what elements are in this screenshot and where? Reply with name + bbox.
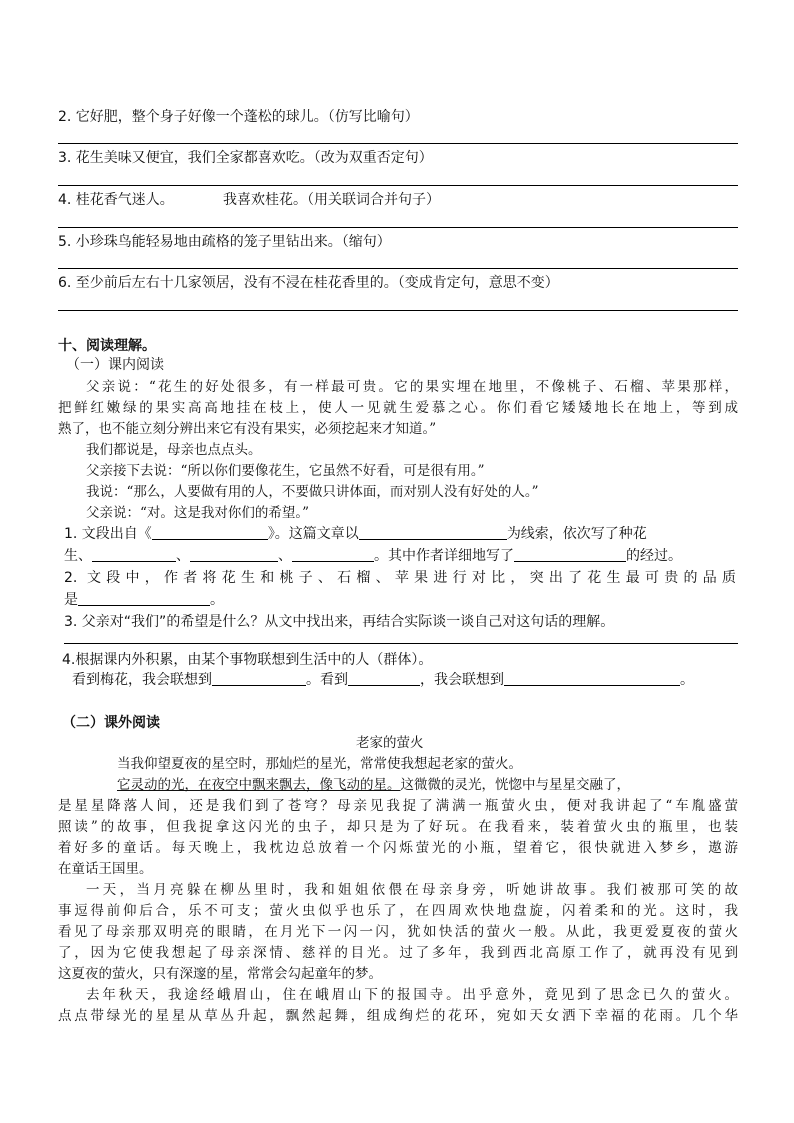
question-text: 》。这篇文章以 [267,526,359,542]
question-4-part-a: 4. 桂花香气迷人。 [58,192,174,208]
question-text: 1. 文段出自《 [64,526,152,542]
section-title: 十、阅读理解。 [58,338,156,354]
question-3: 3. 花生美味又便宜，我们全家都喜欢吃。（改为双重否定句） [58,150,433,166]
answer-blank[interactable] [348,670,420,686]
reading-question-1 [64,524,647,544]
answer-blank[interactable] [359,524,507,540]
answer-blank[interactable] [92,546,176,562]
answer-blank[interactable] [292,546,374,562]
answer-line[interactable] [58,268,738,269]
passage-line: 父亲接下去说：“所以你们要像花生，它虽然不好看，可是很有用。” [86,463,485,479]
question-text: ，我会联想到 [420,672,504,688]
passage-line: 我说：“那么，人要做有用的人，不要做只讲体面，而对别人没有好处的人。” [86,484,539,500]
question-4-part-b: 我喜欢桂花。（用关联词合并句子） [223,192,440,208]
answer-line[interactable] [58,227,738,228]
story-text: 这微微的灵光，恍惚中与星星交融了， [400,777,630,793]
story-line: 看见了母亲那双明亮的眼睛，在月光下一闪一闪，犹如快活的萤火一般。从此，我更爱夏夜的萤火 [58,924,738,940]
story-title: 老家的萤火 [356,735,424,751]
story-line: 当我仰望夏夜的星空时，那灿烂的星光，常常使我想起老家的萤火。 [117,756,522,772]
story-line: 去年秋天，我途经峨眉山，住在峨眉山下的报国寺。出乎意外，竟见到了思念已久的萤火。 [86,987,738,1003]
question-text: 。 [210,592,224,608]
story-line: 点点带绿光的星星从草丛升起，飘然起舞，组成绚烂的花环，宛如天女洒下幸福的花雨。几个华 [58,1008,738,1024]
passage-line: 我们都说是，母亲也点点头。 [86,442,262,458]
answer-blank[interactable] [78,590,210,606]
story-line: 了，因为它使我想起了母亲深情、慈祥的目光。过了多年，我到西北高原工作了，就再没有见到 [58,945,738,961]
passage-line: 父亲说：“对。这是我对你们的希望。” [86,505,310,521]
reading-question-3: 3. 父亲对“我们”的希望是什么？从文中找出来，再结合实际谈一谈自己对这句话的理解。 [64,614,615,630]
answer-blank[interactable] [152,524,268,540]
story-line: 照读”的故事，但我捉拿这闪光的虫子，却只是为了好玩。在我看来，装着萤火虫的瓶里，也装 [58,819,738,835]
story-line: 一天，当月亮躲在柳丛里时，我和姐姐依偎在母亲身旁，听她讲故事。我们被那可笑的故 [86,882,738,898]
question-5: 5. 小珍珠鸟能轻易地由疏格的笼子里钻出来。（缩句） [58,234,391,250]
reading-question-2-line-2 [64,590,224,610]
question-text: 。 [680,672,694,688]
answer-blank[interactable] [190,546,278,562]
reading-question-1-line-2 [64,546,682,566]
underlined-sentence: 它灵动的光，在夜空中飘来飘去，像飞动的星。 [117,777,401,793]
question-text: 为线索，依次写了种花 [506,526,647,542]
answer-blank[interactable] [504,670,680,686]
story-line: 事逗得前仰后合，乐不可支；萤火虫似乎也乐了，在四周欢快地盘旋，闪着柔和的光。这时，我 [58,903,738,919]
story-line: 是星星降落人间，还是我们到了苍穹？母亲见我捉了满满一瓶萤火虫，便对我讲起了“车胤盛萤 [58,798,738,814]
question-text: 、 [278,548,292,564]
subsection-title: （一）课内阅读 [66,357,164,373]
question-6: 6. 至少前后左右十几家领居，没有不浸在桂花香里的。（变成肯定句，意思不变） [58,275,559,291]
story-line-with-underline [117,775,630,795]
question-text: 是 [64,592,78,608]
answer-blank[interactable] [514,546,626,562]
passage-line: 把鲜红嫩绿的果实高高地挂在枝上，使人一见就生爱慕之心。你们看它矮矮地长在地上，等到成 [58,400,738,416]
answer-line[interactable] [58,143,738,144]
reading-question-2: 2. 文段中，作者将花生和桃子、石榴、苹果进行对比，突出了花生最可贵的品质 [64,570,736,586]
subsection-title: （二）课外阅读 [62,715,160,731]
passage-line: 熟了，也不能立刻分辨出来它有没有果实，必须挖起来才知道。” [58,421,437,437]
answer-line[interactable] [64,643,738,644]
question-text: 、 [176,548,190,564]
reading-question-4-line-2 [72,670,694,690]
question-text: 看到梅花，我会联想到 [72,672,212,688]
answer-blank[interactable] [212,670,306,686]
answer-line[interactable] [58,185,738,186]
story-line: 在童话王国里。 [58,861,153,877]
question-text: 生、 [64,548,92,564]
story-line: 着好多的童话。每天晚上，我枕边总放着一个闪烁萤光的小瓶，望着它，很快就进入梦乡，遨游 [58,840,738,856]
question-text: 。看到 [306,672,348,688]
reading-question-4: 4.根据课内外积累，由某个事物联想到生活中的人（群体）。 [62,652,433,668]
question-2: 2. 它好肥，整个身子好像一个蓬松的球儿。（仿写比喻句） [58,109,419,125]
story-line: 这夏夜的萤火，只有深邃的星，常常会勾起童年的梦。 [58,966,382,982]
question-text: 的经过。 [626,548,682,564]
answer-line[interactable] [58,310,738,311]
passage-line: 父亲说：“花生的好处很多，有一样最可贵。它的果实埋在地里，不像桃子、石榴、苹果那样， [86,379,738,395]
question-text: 。其中作者详细地写了 [374,548,514,564]
